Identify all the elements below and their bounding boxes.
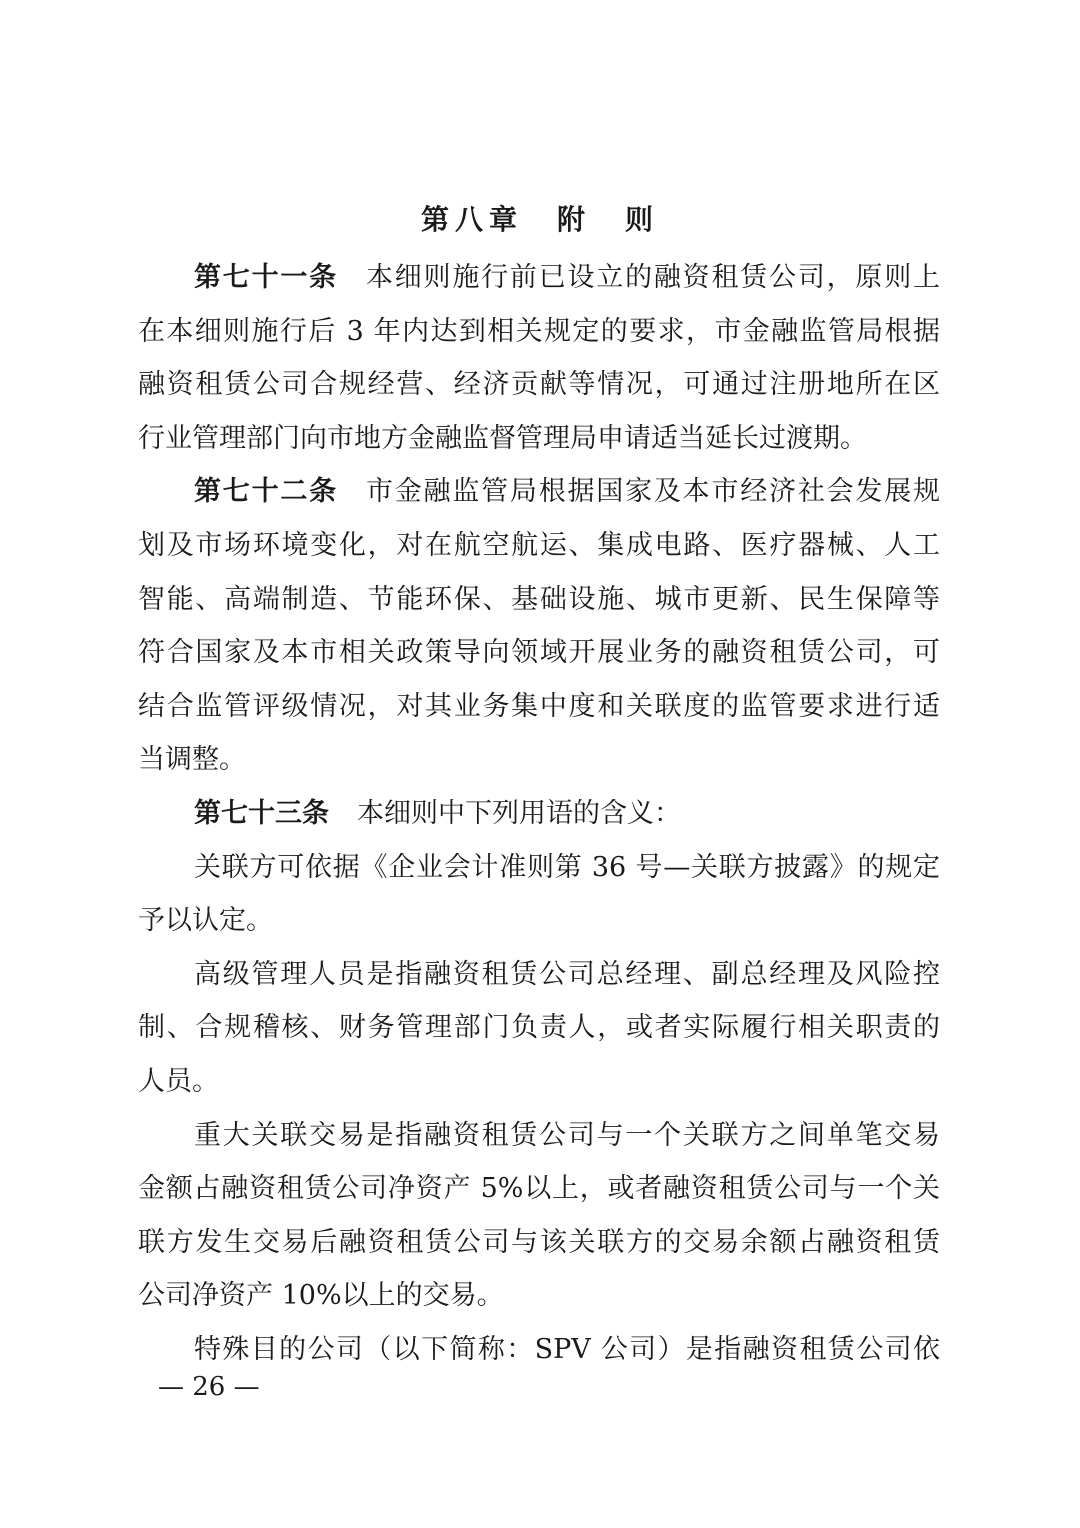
text-line bbox=[138, 680, 940, 734]
line-text: 予以认定。 bbox=[138, 905, 273, 937]
paragraph bbox=[138, 948, 940, 1109]
line-text: 公司净资产 10%以上的交易。 bbox=[138, 1280, 504, 1312]
text-line bbox=[138, 465, 940, 519]
text-line bbox=[138, 251, 940, 305]
page-number: — 26 — bbox=[158, 1372, 260, 1402]
document-body bbox=[138, 251, 940, 1376]
line-text: 本细则中下列用语的含义： bbox=[357, 797, 681, 829]
text-line bbox=[138, 626, 940, 680]
paragraph bbox=[138, 841, 940, 948]
text-line bbox=[138, 894, 940, 948]
text-line bbox=[138, 948, 940, 1002]
line-text: 特殊目的公司（以下简称：SPV 公司）是指融资租赁公司依 bbox=[194, 1333, 940, 1365]
line-text: 关联方可依据《企业会计准则第 36 号—关联方披露》的规定 bbox=[194, 851, 940, 883]
paragraph bbox=[138, 465, 940, 787]
line-text: 划及市场环境变化，对在航空航运、集成电路、医疗器械、人工 bbox=[138, 529, 940, 561]
text-line bbox=[138, 412, 940, 466]
line-text: 联方发生交易后融资租赁公司与该关联方的交易余额占融资租赁 bbox=[138, 1226, 940, 1258]
text-line bbox=[138, 1323, 940, 1377]
line-text: 结合监管评级情况，对其业务集中度和关联度的监管要求进行适 bbox=[138, 690, 940, 722]
line-text: 在本细则施行后 3 年内达到相关规定的要求，市金融监管局根据 bbox=[138, 315, 940, 347]
paragraph bbox=[138, 1323, 940, 1377]
paragraph bbox=[138, 787, 940, 841]
line-text: 当调整。 bbox=[138, 744, 246, 776]
line-text: 智能、高端制造、节能环保、基础设施、城市更新、民生保障等 bbox=[138, 583, 940, 615]
paragraph bbox=[138, 251, 940, 465]
line-text: 市金融监管局根据国家及本市经济社会发展规 bbox=[365, 476, 941, 508]
text-line bbox=[138, 305, 940, 359]
line-text: 本细则施行前已设立的融资租赁公司，原则上 bbox=[365, 262, 941, 293]
text-line bbox=[138, 1162, 940, 1216]
article-heading: 第七十二条 bbox=[194, 476, 338, 508]
chapter-title: 第八章 附 则 bbox=[420, 203, 659, 236]
text-line bbox=[138, 733, 940, 787]
text-line bbox=[138, 1216, 940, 1270]
text-line bbox=[138, 787, 940, 841]
article-heading: 第七十一条 bbox=[194, 262, 338, 293]
text-line bbox=[138, 1055, 940, 1109]
text-line bbox=[138, 1001, 940, 1055]
text-line bbox=[138, 1109, 940, 1163]
text-line bbox=[138, 841, 940, 895]
line-text: 人员。 bbox=[138, 1065, 219, 1097]
text-line bbox=[138, 573, 940, 627]
line-text: 金额占融资租赁公司净资产 5%以上，或者融资租赁公司与一个关 bbox=[138, 1173, 940, 1205]
paragraph bbox=[138, 1109, 940, 1323]
line-text: 高级管理人员是指融资租赁公司总经理、副总经理及风险控 bbox=[194, 958, 940, 990]
line-text: 制、合规稽核、财务管理部门负责人，或者实际履行相关职责的 bbox=[138, 1012, 940, 1044]
line-text: 行业管理部门向市地方金融监督管理局申请适当延长过渡期。 bbox=[138, 422, 867, 454]
line-text: 融资租赁公司合规经营、经济贡献等情况，可通过注册地所在区 bbox=[138, 369, 940, 401]
text-line bbox=[138, 1269, 940, 1323]
text-line bbox=[138, 358, 940, 412]
article-heading: 第七十三条 bbox=[194, 797, 329, 829]
line-text: 符合国家及本市相关政策导向领域开展业务的融资租赁公司，可 bbox=[138, 637, 940, 669]
line-text: 重大关联交易是指融资租赁公司与一个关联方之间单笔交易 bbox=[194, 1119, 940, 1151]
text-line bbox=[138, 519, 940, 573]
